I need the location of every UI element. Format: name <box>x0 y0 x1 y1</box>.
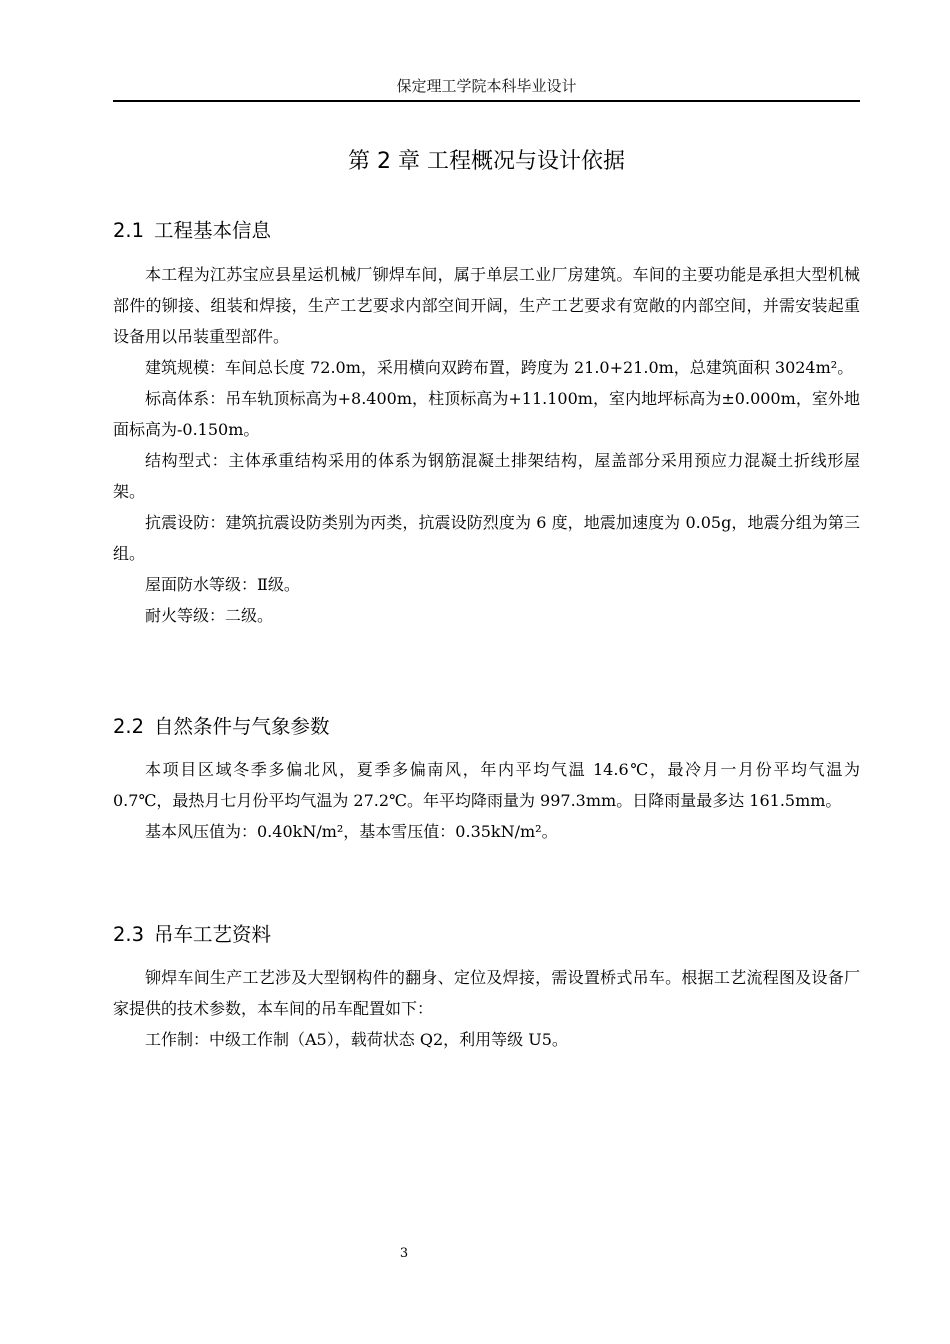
running-header: 保定理工学院本科毕业设计 <box>396 77 577 95</box>
section-body-2-3 <box>113 962 860 1055</box>
section-number: 2.3 <box>113 923 145 946</box>
section-title: 自然条件与气象参数 <box>154 715 330 738</box>
paragraph: 抗震设防：建筑抗震设防类别为丙类，抗震设防烈度为 6 度，地震加速度为 0.05g，地震分组为第三组。 <box>113 513 860 563</box>
section-number: 2.2 <box>113 715 145 738</box>
section-heading-2-1 <box>113 217 860 245</box>
paragraph: 屋面防水等级：Ⅱ级。 <box>145 575 300 594</box>
section-title: 工程基本信息 <box>154 219 272 242</box>
paragraph: 铆焊车间生产工艺涉及大型钢构件的翻身、定位及焊接，需设置桥式吊车。根据工艺流程图及设备厂家提供的技术参数，本车间的吊车配置如下： <box>113 968 860 1018</box>
page-number: 3 <box>399 1246 409 1261</box>
paragraph: 本工程为江苏宝应县星运机械厂铆焊车间，属于单层工业厂房建筑。车间的主要功能是承担大型机械部件的铆接、组装和焊接，生产工艺要求内部空间开阔，生产工艺要求有宽敞的内部空间，并需安装起重设备用以吊装重型部件。 <box>113 265 860 346</box>
section-body-2-1 <box>113 259 860 631</box>
section-number: 2.1 <box>113 219 145 242</box>
section-heading-2-2 <box>113 713 860 741</box>
paragraph: 耐火等级：二级。 <box>145 606 274 625</box>
paragraph: 工作制：中级工作制（A5），载荷状态 Q2，利用等级 U5。 <box>145 1030 568 1049</box>
paragraph: 基本风压值为：0.40kN/m²，基本雪压值：0.35kN/m²。 <box>145 822 558 841</box>
paragraph: 建筑规模：车间总长度 72.0m，采用横向双跨布置，跨度为 21.0+21.0m，总建筑面积 3024m²。 <box>145 358 854 377</box>
section-body-2-2 <box>113 754 860 847</box>
section-heading-2-3 <box>113 921 860 949</box>
section-title: 吊车工艺资料 <box>154 923 272 946</box>
paragraph: 本项目区域冬季多偏北风，夏季多偏南风，年内平均气温 14.6℃，最冷月一月份平均气温为 0.7℃，最热月七月份平均气温为 27.2℃。年平均降雨量为 997.3mm。日降雨量最多达 161.5mm。 <box>113 760 860 810</box>
paragraph: 结构型式：主体承重结构采用的体系为钢筋混凝土排架结构，屋盖部分采用预应力混凝土折线形屋架。 <box>113 451 860 501</box>
paragraph: 标高体系：吊车轨顶标高为+8.400m，柱顶标高为+11.100m，室内地坪标高为±0.000m，室外地面标高为-0.150m。 <box>113 389 860 439</box>
header-rule <box>113 100 860 102</box>
chapter-title: 第 2 章 工程概况与设计依据 <box>348 149 625 174</box>
